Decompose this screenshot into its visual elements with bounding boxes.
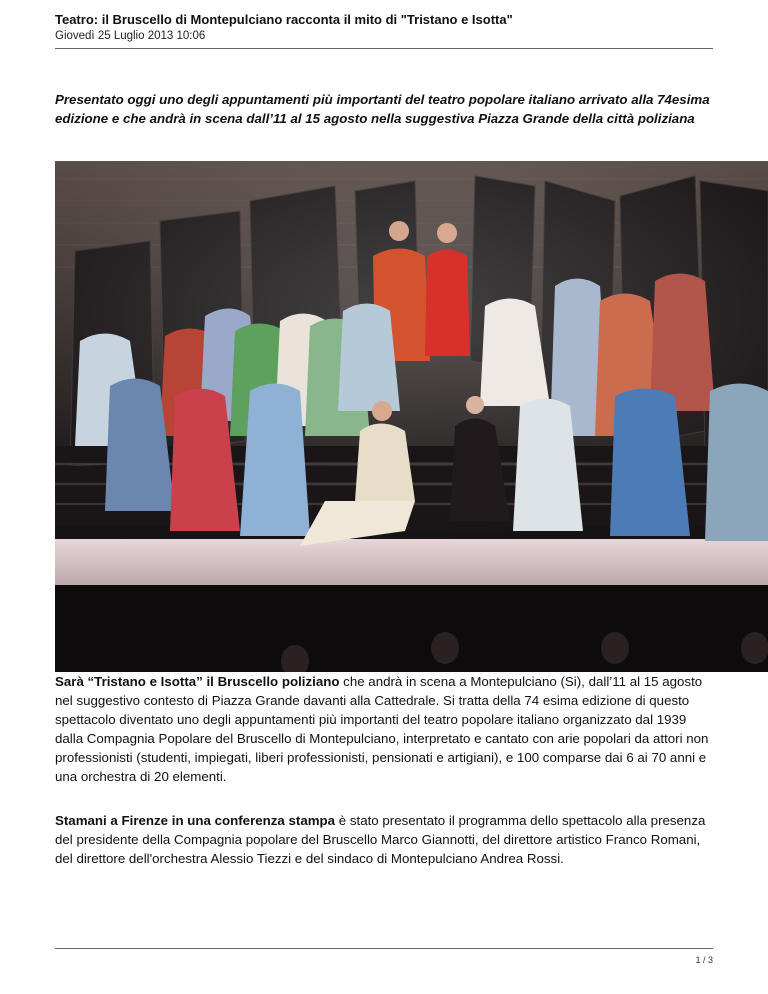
article-title: Teatro: il Bruscello di Montepulciano racconta il mito di "Tristano e Isotta" [55,12,513,27]
paragraph-1-text: che andrà in scena a Montepulciano (Si), dall’11 al 15 agosto nel suggestivo contesto di Piazza Grande davanti alla Cattedrale. Si tratta della 74 esima edizione di questo spettacolo diventato uno degli appuntamenti più importanti del teatro popolare italiano organizzato dal 1939 dalla Compagnia Popolare del Bruscello di Montepulciano, interpretato e cantato con arie popolari da attori non professionisti (studenti, impiegati, liberi professionisti, pensionati e artigiani), e 100 comparse dai 6 ai 70 anni e una orchestra di 20 elementi. [55,674,709,784]
article-date: Giovedì 25 Luglio 2013 10:06 [55,30,206,42]
header-divider [55,48,713,49]
body-paragraph-1 [55,672,715,786]
article-subtitle: Presentato oggi uno degli appuntamenti più importanti del teatro popolare italiano arrivato alla 74esima edizione e che andrà in scena dall’11 al 15 agosto nella suggestiva Piazza Grande della città poliziana [55,92,710,126]
stage-photo-illustration [55,161,768,672]
body-paragraph-2 [55,811,715,868]
paragraph-2-text: è stato presentato il programma dello spettacolo alla presenza del presidente della Compagnia popolare del Bruscello Marco Giannotti, del direttore artistico Franco Romani, del direttore dell'orchestra Alessio Tiezzi e del sindaco di Montepulciano Andrea Rossi. [55,813,706,866]
page-number: 1 / 3 [695,955,713,965]
page-header [55,12,713,44]
paragraph-2-lead: Stamani a Firenze in una conferenza stampa [55,813,336,828]
paragraph-1-lead: Sarà “Tristano e Isotta” il Bruscello poliziano [55,674,340,689]
footer-divider [55,948,713,949]
stage-photo [55,161,768,672]
